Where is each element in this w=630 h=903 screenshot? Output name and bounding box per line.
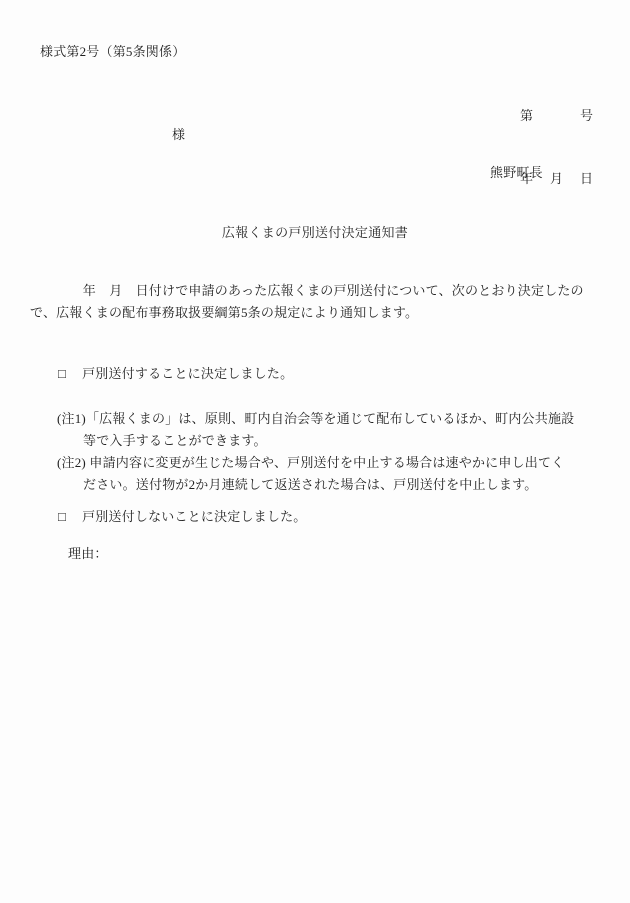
note2-line-1: (注2) 申請内容に変更が生じた場合や、戸別送付を中止する場合は速やかに申し出てく [57, 455, 565, 470]
body-paragraph-line-1: 年 月 日付けで申請のあった広報くまの戸別送付について、次のとおり決定したの [30, 283, 584, 298]
approve-checkbox[interactable]: □ [58, 366, 67, 381]
recipient-honorific-label: 様 [172, 127, 186, 142]
reason-label: 理由： [68, 546, 108, 561]
reject-decision-row [58, 508, 306, 525]
body-paragraph-line-2: で、広報くまの配布事務取扱要綱第5条の規定により通知します。 [30, 305, 419, 320]
form-number-label: 様式第2号（第5条関係） [40, 44, 186, 59]
doc-number-line: 第 号 [519, 108, 595, 123]
approve-decision-row [58, 365, 293, 382]
note1-line-2: 等で入手することができます。 [83, 433, 267, 448]
header-right-block [520, 63, 595, 231]
approve-decision-label: 戸別送付することに決定しました。 [82, 366, 294, 381]
date-line: 年 月 日 [519, 171, 595, 186]
note2-line-2: ださい。送付物が2か月連続して返送された場合は、戸別送付を中止します。 [83, 477, 538, 492]
document-title: 広報くまの戸別送付決定通知書 [221, 225, 409, 240]
sender-line: 熊野町長 [490, 165, 543, 180]
reject-decision-label: 戸別送付しないことに決定しました。 [82, 509, 307, 524]
reject-checkbox[interactable]: □ [58, 509, 67, 524]
note1-line-1: (注1)「広報くまの」は、原則、町内自治会等を通じて配布しているほか、町内公共施設 [57, 411, 575, 426]
